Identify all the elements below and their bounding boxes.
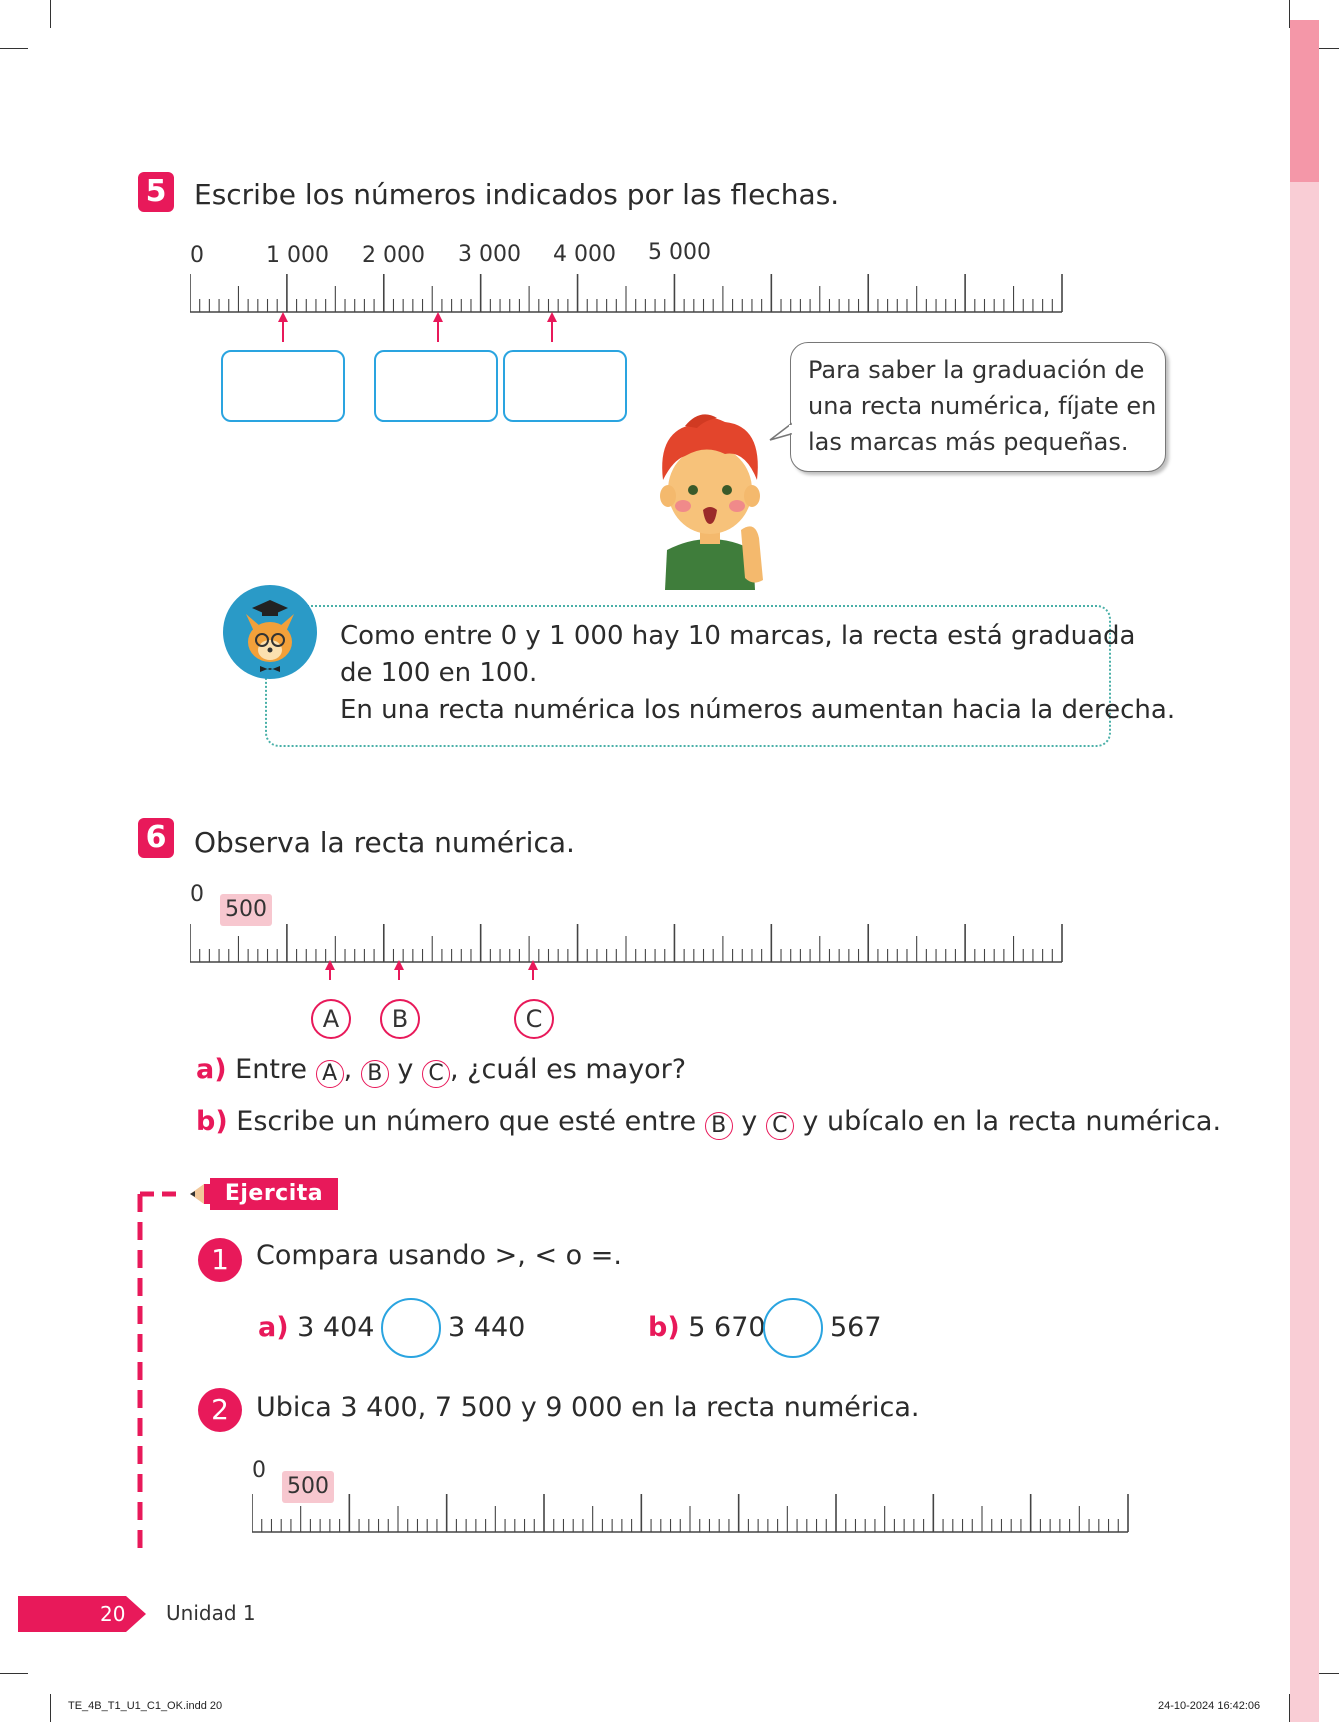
info-line-1: Como entre 0 y 1 000 hay 10 marcas, la recta está graduada: [340, 621, 1136, 651]
tick-label: 1 000: [266, 243, 329, 268]
fox-teacher-icon: [222, 584, 318, 680]
zero-label: 0: [190, 882, 204, 907]
dashed-bracket: [132, 1180, 212, 1560]
question-letter: a): [196, 1054, 227, 1085]
answer-box-3[interactable]: [503, 350, 627, 422]
answer-box-2[interactable]: [374, 350, 498, 422]
compare-a: [258, 1312, 374, 1343]
side-strip-top: [1290, 20, 1319, 182]
exercise-5-badge: 5: [138, 172, 174, 212]
ejercita-q1-text: Compara usando >, < o =.: [256, 1240, 622, 1271]
tick-label: 2 000: [362, 243, 425, 268]
inline-circle-c: C: [766, 1112, 794, 1140]
ejercita-q2-text: Ubica 3 400, 7 500 y 9 000 en la recta numérica.: [256, 1392, 920, 1423]
compare-left-value: 5 670: [688, 1312, 766, 1343]
crop-mark: [50, 0, 51, 28]
zero-label: 0: [252, 1458, 266, 1483]
answer-box-1[interactable]: [221, 350, 345, 422]
exercise-6-instruction: Observa la recta numérica.: [194, 826, 575, 859]
tick-label: 3 000: [458, 242, 521, 267]
point-a-label: A: [311, 999, 351, 1039]
question-b: [196, 1106, 1221, 1140]
unit-label: Unidad 1: [166, 1601, 256, 1625]
compare-a-right-value: 3 440: [448, 1312, 526, 1343]
inline-circle-b: B: [705, 1112, 733, 1140]
scale-tag: 500: [220, 894, 272, 926]
inline-circle-a: A: [316, 1060, 344, 1088]
tick-label: 5 000: [648, 240, 711, 265]
boy-character-illustration: [645, 410, 775, 590]
number-line-ticks: [252, 1494, 1128, 1532]
number-line-6: [190, 910, 1080, 980]
question-text: , ¿cuál es mayor?: [450, 1054, 687, 1085]
arrow-3: [547, 312, 557, 342]
number-line-ejercita: [252, 1488, 1132, 1538]
arrow-2: [433, 312, 443, 342]
question-text: Escribe un número que esté entre: [236, 1106, 697, 1137]
compare-left-value: 3 404: [297, 1312, 375, 1343]
compare-b-right-value: 567: [830, 1312, 882, 1343]
info-text: [340, 618, 1175, 729]
exercise-6-badge: 6: [138, 818, 174, 858]
crop-mark: [50, 1694, 51, 1722]
compare-letter: a): [258, 1312, 289, 1343]
slug-date: 24-10-2024 16:42:06: [1158, 1700, 1261, 1712]
ejercita-q2-badge: 2: [198, 1388, 242, 1432]
page-number: 20: [100, 1602, 126, 1626]
ejercita-label: Ejercita: [210, 1178, 338, 1210]
question-text: y ubícalo en la recta numérica.: [802, 1106, 1222, 1137]
arrow-b: [394, 960, 404, 980]
compare-letter: b): [648, 1312, 680, 1343]
compare-b-circle[interactable]: [763, 1298, 823, 1358]
tip-bubble-text: Para saber la graduación de una recta numérica, fíjate en las marcas más pequeñas.: [808, 356, 1157, 456]
crop-mark: [0, 48, 28, 49]
question-letter: b): [196, 1106, 228, 1137]
info-line-3: En una recta numérica los números aumentan hacia la derecha.: [340, 695, 1176, 725]
question-text: y: [397, 1054, 414, 1085]
inline-circle-b: B: [361, 1060, 389, 1088]
compare-a-circle[interactable]: [381, 1298, 441, 1358]
side-strip: [1290, 20, 1319, 1722]
question-text: y: [741, 1106, 758, 1137]
tick-label: 0: [190, 243, 204, 268]
ejercita-q1-badge: 1: [198, 1238, 242, 1282]
point-c-label: C: [514, 999, 554, 1039]
question-text: ,: [343, 1054, 353, 1085]
compare-b: [648, 1312, 766, 1343]
scale-tag: 500: [282, 1471, 334, 1503]
crop-mark: [0, 1673, 28, 1674]
arrow-a: [325, 960, 335, 980]
info-line-2: de 100 en 100.: [340, 658, 538, 688]
question-text: Entre: [235, 1054, 308, 1085]
exercise-5-instruction: Escribe los números indicados por las flechas.: [194, 178, 840, 211]
arrow-1: [278, 312, 288, 342]
slug-file: TE_4B_T1_U1_C1_OK.indd 20: [68, 1700, 223, 1712]
point-b-label: B: [380, 999, 420, 1039]
question-a: [196, 1054, 686, 1088]
number-line-ticks: [190, 274, 1062, 312]
inline-circle-c: C: [422, 1060, 450, 1088]
number-line-5: [190, 262, 1080, 342]
number-line-ticks: [190, 924, 1062, 962]
arrow-c: [528, 960, 538, 980]
tick-label: 4 000: [553, 242, 616, 267]
